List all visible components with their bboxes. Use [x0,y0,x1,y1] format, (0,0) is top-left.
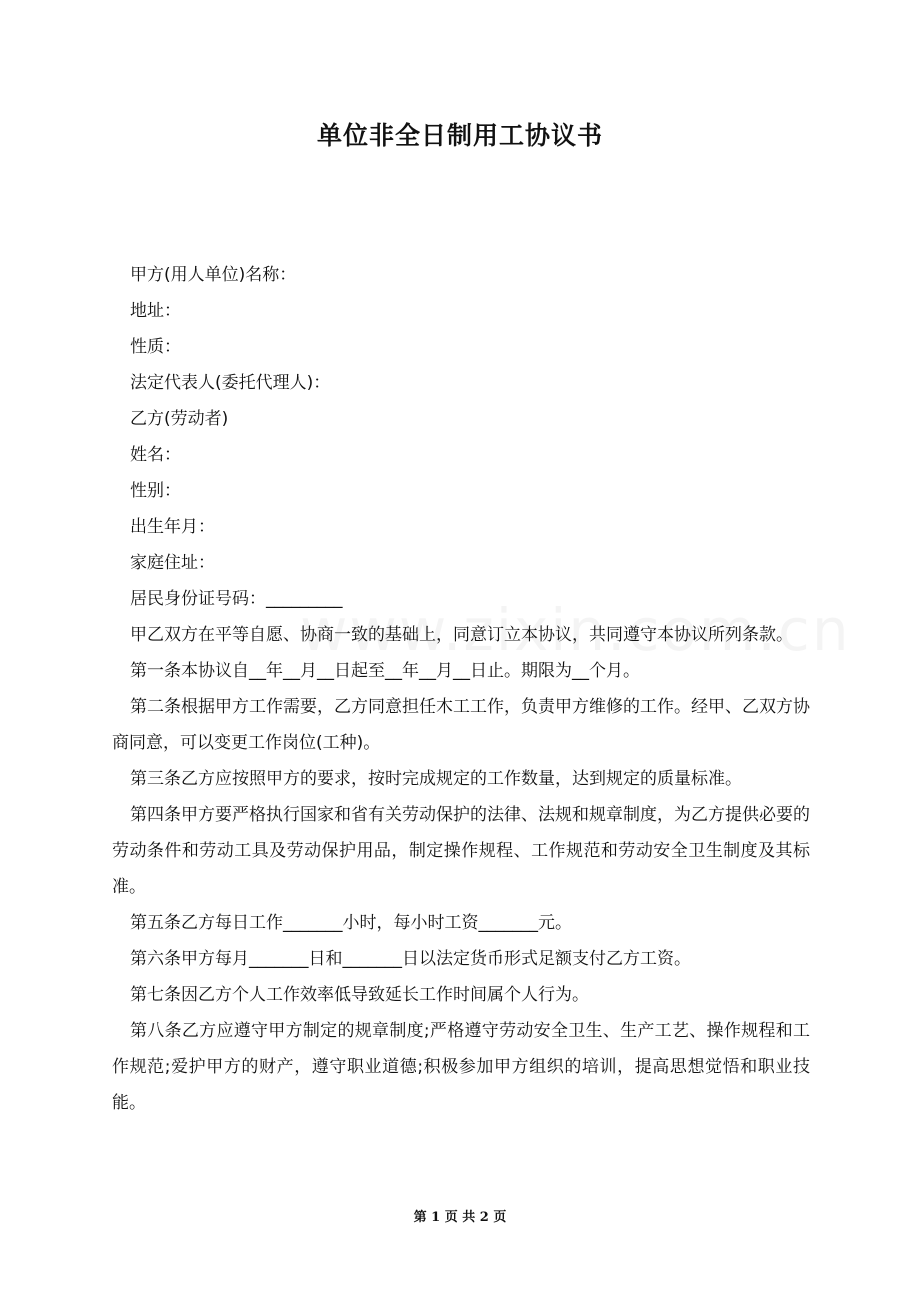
party-b-name: 姓名： [130,445,181,465]
party-a-name: 甲方(用人单位)名称： [130,265,297,285]
party-b-gender: 性别： [130,481,181,501]
article-8: 第八条乙方应遵守甲方制定的规章制度;严格遵守劳动安全卫生、生产工艺、操作规程和工作规范;爱护甲方的财产，遵守职业道德;积极参加甲方组织的培训，提高思想觉悟和职业技能。 [112,1021,810,1113]
article-5: 第五条乙方每日工作_______小时，每小时工资_______元。 [130,913,572,933]
article-7: 第七条因乙方个人工作效率低导致延长工作时间属个人行为。 [130,985,589,1005]
page-number-footer: 第 1 页 共 2 页 [413,1210,507,1225]
party-b-heading: 乙方(劳动者) [130,409,229,429]
article-4: 第四条甲方要严格执行国家和省有关劳动保护的法律、法规和规章制度，为乙方提供必要的劳动条件和劳动工具及劳动保护用品，制定操作规程、工作规范和劳动安全卫生制度及其标准。 [112,805,810,897]
article-2: 第二条根据甲方工作需要，乙方同意担任木工工作，负责甲方维修的工作。经甲、乙双方协商同意，可以变更工作岗位(工种)。 [112,697,810,753]
party-b-birth: 出生年月： [130,517,215,537]
party-b-id-number: 居民身份证号码：_________ [130,589,343,609]
party-b-home-address: 家庭住址： [130,553,215,573]
document-body [112,257,810,1121]
party-a-address: 地址： [130,301,181,321]
party-a-representative: 法定代表人(委托代理人)： [130,373,331,393]
document-title: 单位非全日制用工协议书 [316,121,603,150]
article-6: 第六条甲方每月_______日和_______日以法定货币形式足额支付乙方工资。 [130,949,691,969]
preamble-paragraph: 甲乙双方在平等自愿、协商一致的基础上，同意订立本协议，共同遵守本协议所列条款。 [130,625,793,645]
article-3: 第三条乙方应按照甲方的要求，按时完成规定的工作数量，达到规定的质量标准。 [130,769,742,789]
party-a-nature: 性质： [130,337,181,357]
article-1: 第一条本协议自__年__月__日起至__年__月__日止。期限为__个月。 [130,661,640,681]
